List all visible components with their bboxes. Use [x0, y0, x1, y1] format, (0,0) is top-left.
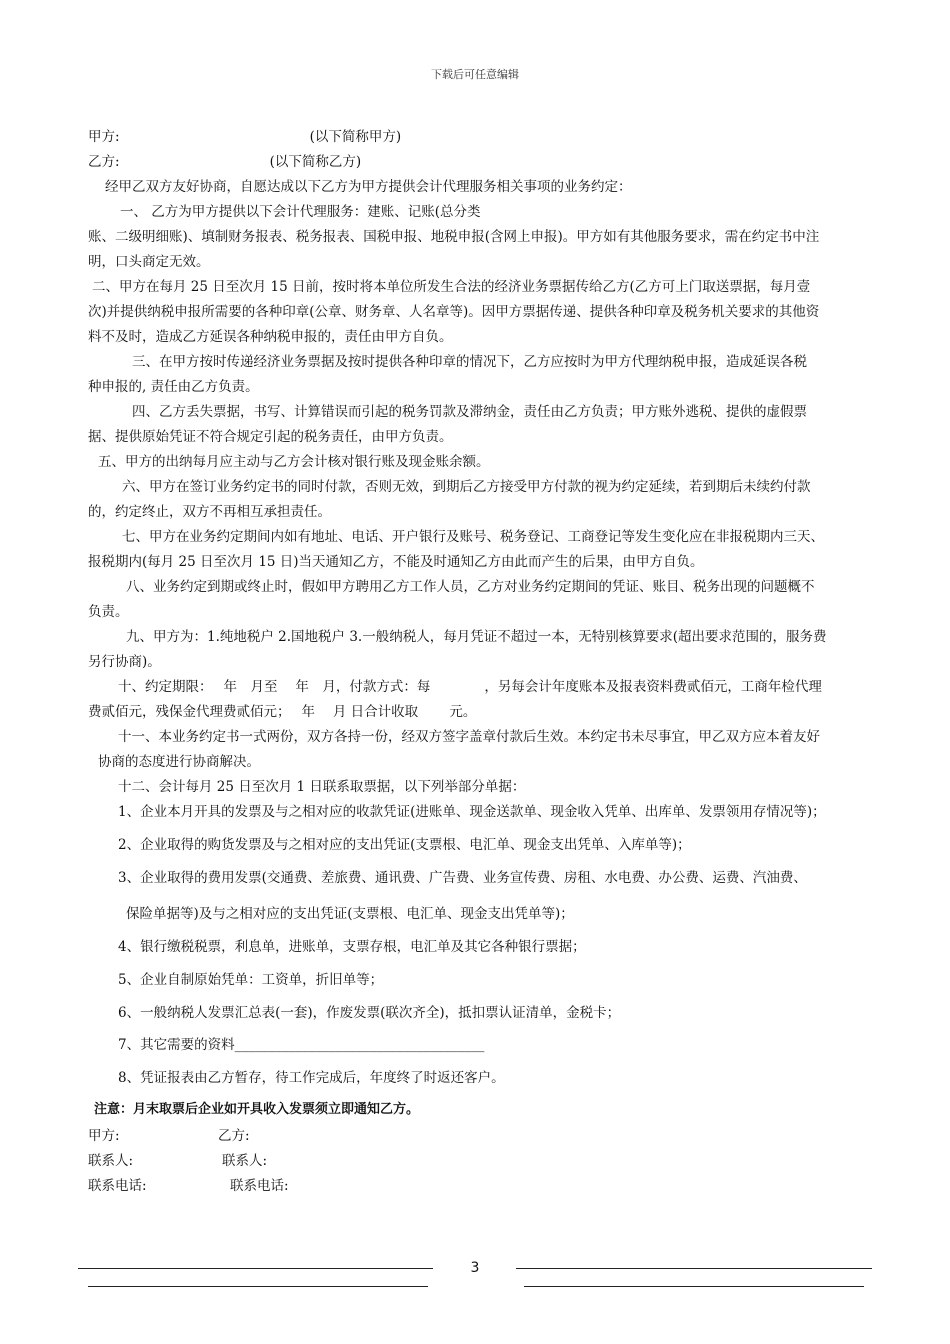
list-item: 7、其它需要的资料_____________________________________ — [118, 1037, 485, 1053]
clause-line: 明，口头商定无效。 — [88, 254, 210, 270]
intro-text: 经甲乙双方友好协商，自愿达成以下乙方为甲方提供会计代理服务相关事项的业务约定： — [105, 179, 632, 195]
clause-line: 二、甲方在每月 25 日至次月 15 日前，按时将本单位所发生合法的经济业务票据传给乙方(乙方可上门取送票据，每月壹 — [92, 279, 811, 295]
party-b-line — [88, 153, 361, 171]
signature-phone-a: 联系电话: — [88, 1178, 147, 1194]
party-b-note: (以下简称乙方) — [269, 154, 362, 170]
party-a-line — [88, 128, 401, 146]
page-header: 下载后可任意编辑 — [431, 68, 519, 81]
clause-line: 的，约定终止，双方不再相互承担责任。 — [88, 504, 331, 520]
clause-line: 料不及时，造成乙方延误各种纳税申报的，责任由甲方自负。 — [88, 329, 453, 345]
clause-line: 协商的态度进行协商解决。 — [98, 754, 260, 770]
clause-line: 账、二级明细账)、填制财务报表、税务报表、国税申报、地税申报(含网上申报)。甲方如有其他服务要求，需在约定书中注 — [88, 229, 820, 245]
clause-line: 十二、会计每月 25 日至次月 1 日联系取票据，以下列举部分单据： — [118, 779, 526, 795]
list-item: 5、企业自制原始凭单：工资单，折旧单等； — [118, 972, 384, 988]
clause-line: 四、乙方丢失票据，书写、计算错误而引起的税务罚款及滞纳金，责任由乙方负责；甲方账外逃税、提供的虚假票 — [132, 404, 807, 420]
signature-party-a: 甲方: — [88, 1128, 120, 1144]
clause-line: 八、业务约定到期或终止时，假如甲方聘用乙方工作人员，乙方对业务约定期间的凭证、账目、税务出现的问题概不 — [126, 579, 815, 595]
page-number: 3 — [470, 1260, 480, 1276]
clause-line: 费贰佰元，残保金代理费贰佰元； 年 月 日合计收取 元。 — [88, 704, 477, 720]
list-item: 3、企业取得的费用发票(交通费、差旅费、通讯费、广告费、业务宣传费、房租、水电费、办公费、运费、汽油费、 — [118, 870, 807, 886]
clause-line: 负责。 — [88, 604, 129, 620]
clause-line: 种申报的, 责任由乙方负责。 — [88, 379, 259, 395]
clause-line: 九、甲方为：1.纯地税户 2.国地税户 3.一般纳税人，每月凭证不超过一本，无特别核算要求(超出要求范围的，服务费 — [126, 629, 827, 645]
clause-line: 十一、本业务约定书一式两份，双方各持一份，经双方签字盖章付款后生效。本约定书未尽事宜，甲乙双方应本着友好 — [118, 729, 820, 745]
signature-phone-b: 联系电话: — [230, 1178, 289, 1194]
clause-line: 报税期内(每月 25 日至次月 15 日)当天通知乙方，不能及时通知乙方由此而产生的后果，由甲方自负。 — [88, 554, 704, 570]
party-a-label: 甲方: — [88, 129, 120, 145]
clause-line: 另行协商)。 — [88, 654, 161, 670]
signature-contact-b: 联系人: — [222, 1153, 268, 1169]
list-item: 4、银行缴税税票，利息单，进账单，支票存根，电汇单及其它各种银行票据； — [118, 939, 586, 955]
clause-line: 七、甲方在业务约定期间内如有地址、电话、开户银行及账号、税务登记、工商登记等发生变化应在非报税期内三天、 — [122, 529, 824, 545]
clause-line: 六、甲方在签订业务约定书的同时付款，否则无效，到期后乙方接受甲方付款的视为约定延续，若到期后未续约付款 — [122, 479, 811, 495]
footer-rule — [88, 1286, 428, 1287]
signature-contact-a: 联系人: — [88, 1153, 134, 1169]
party-a-note: (以下简称甲方) — [309, 129, 402, 145]
list-item: 1、企业本月开具的发票及与之相对应的收款凭证(进账单、现金送款单、现金收入凭单、出库单、发票领用存情况等)； — [118, 804, 826, 820]
clause-line: 五、甲方的出纳每月应主动与乙方会计核对银行账及现金账余额。 — [98, 454, 490, 470]
list-item: 2、企业取得的购货发票及与之相对应的支出凭证(支票根、电汇单、现金支出凭单、入库单等)； — [118, 837, 691, 853]
clause-line: 次)并提供纳税申报所需要的各种印章(公章、财务章、人名章等)。因甲方票据传递、提供各种印章及税务机关要求的其他资 — [88, 304, 820, 320]
list-item: 8、凭证报表由乙方暂存，待工作完成后，年度终了时返还客户。 — [118, 1070, 505, 1086]
list-item: 保险单据等)及与之相对应的支出凭证(支票根、电汇单、现金支出凭单等)； — [126, 906, 574, 922]
footer-rule — [524, 1286, 864, 1287]
list-item: 6、一般纳税人发票汇总表(一套)，作废发票(联次齐全)，抵扣票认证清单，金税卡； — [118, 1005, 621, 1021]
clause-line: 一、 乙方为甲方提供以下会计代理服务：建账、记账(总分类 — [120, 204, 481, 220]
clause-line: 十、约定期限： 年 月至 年 月，付款方式：每 ，另每会计年度账本及报表资料费贰佰元，工商年检代理 — [118, 679, 822, 695]
notice-text: 注意：月末取票后企业如开具收入发票须立即通知乙方。 — [94, 1102, 420, 1117]
party-b-label: 乙方: — [88, 154, 120, 170]
signature-party-b: 乙方: — [218, 1128, 250, 1144]
clause-line: 三、在甲方按时传递经济业务票据及按时提供各种印章的情况下，乙方应按时为甲方代理纳税申报，造成延误各税 — [132, 354, 807, 370]
clause-line: 据、提供原始凭证不符合规定引起的税务责任，由甲方负责。 — [88, 429, 453, 445]
